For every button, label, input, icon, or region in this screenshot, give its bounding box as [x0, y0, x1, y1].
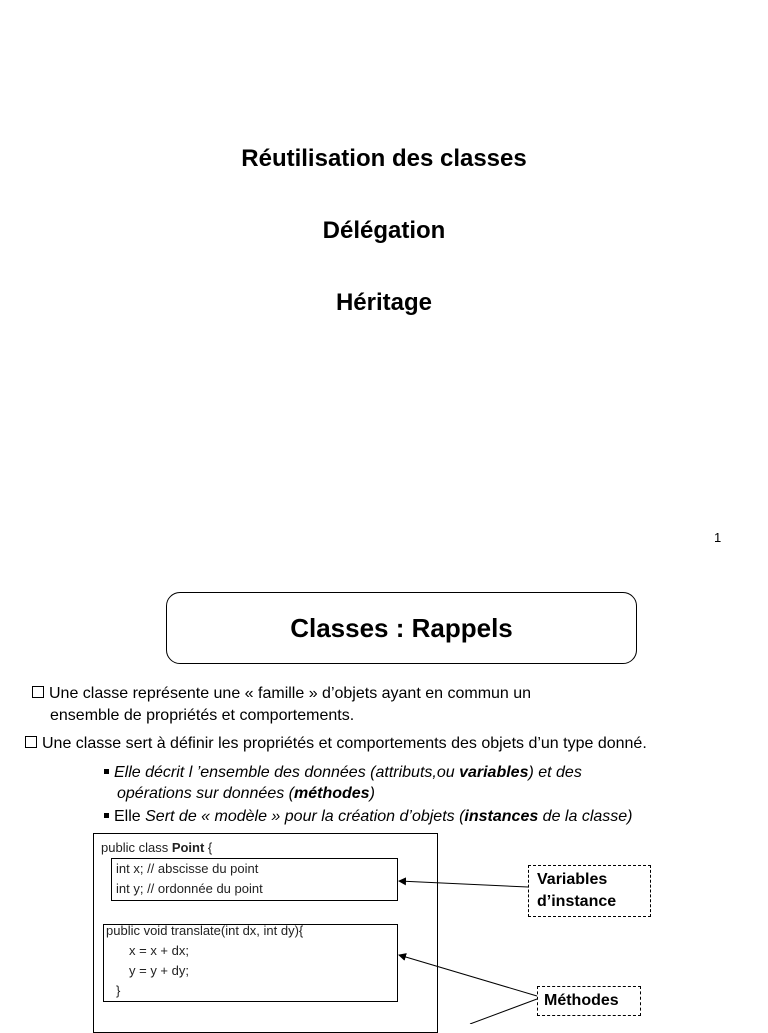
field-y: int y; // ordonnée du point	[116, 881, 263, 896]
bullet-1-line1: Une classe représente une « famille » d’objets ayant en commun un	[49, 685, 532, 702]
label-variables-line2: d’instance	[537, 893, 617, 910]
sub1-text-a: Elle décrit l ’ensemble des données (attributs,ou	[114, 764, 460, 781]
page-number: 1	[714, 530, 722, 545]
sub1-text-c: ) et des	[528, 764, 582, 781]
sub1-line2-a: opérations sur données (	[117, 785, 294, 802]
arrow-variables	[399, 881, 528, 887]
class-keyword: public class	[101, 840, 172, 855]
slide1-title-line1: Réutilisation des classes	[241, 145, 527, 172]
method-end: }	[116, 983, 121, 998]
method-signature: public void translate(int dx, int dy){	[106, 923, 304, 938]
class-name: Point	[171, 840, 205, 855]
sub1-variables: variables	[459, 764, 529, 781]
slide1-title-line2: Délégation	[322, 217, 446, 244]
bullet-1-line2: ensemble de propriétés et comportements.	[50, 707, 355, 724]
label-variables-line1: Variables	[537, 871, 608, 888]
arrow-methodes-2	[470, 999, 537, 1024]
arrow-methodes	[399, 955, 537, 996]
sub2-text-d: de la classe)	[538, 808, 633, 825]
bullet-2-text: Une classe sert à définir les propriétés et comportements des objets d’un type donné.	[42, 735, 647, 752]
class-brace: {	[204, 840, 213, 855]
sub1-line2-c: )	[369, 785, 375, 802]
sub2-instances: instances	[464, 808, 539, 825]
sub2-text-a: Elle	[114, 808, 146, 825]
sub1-methodes: méthodes	[294, 785, 370, 802]
method-line2: y = y + dy;	[129, 963, 189, 978]
sub2-text-b: Sert de « modèle » pour la création d’objets (	[145, 808, 465, 825]
slide2-header: Classes : Rappels	[290, 612, 513, 643]
field-x: int x; // abscisse du point	[116, 861, 259, 876]
label-methodes: Méthodes	[544, 992, 619, 1009]
slide1-title-line3: Héritage	[335, 289, 433, 316]
method-line1: x = x + dx;	[129, 943, 189, 958]
